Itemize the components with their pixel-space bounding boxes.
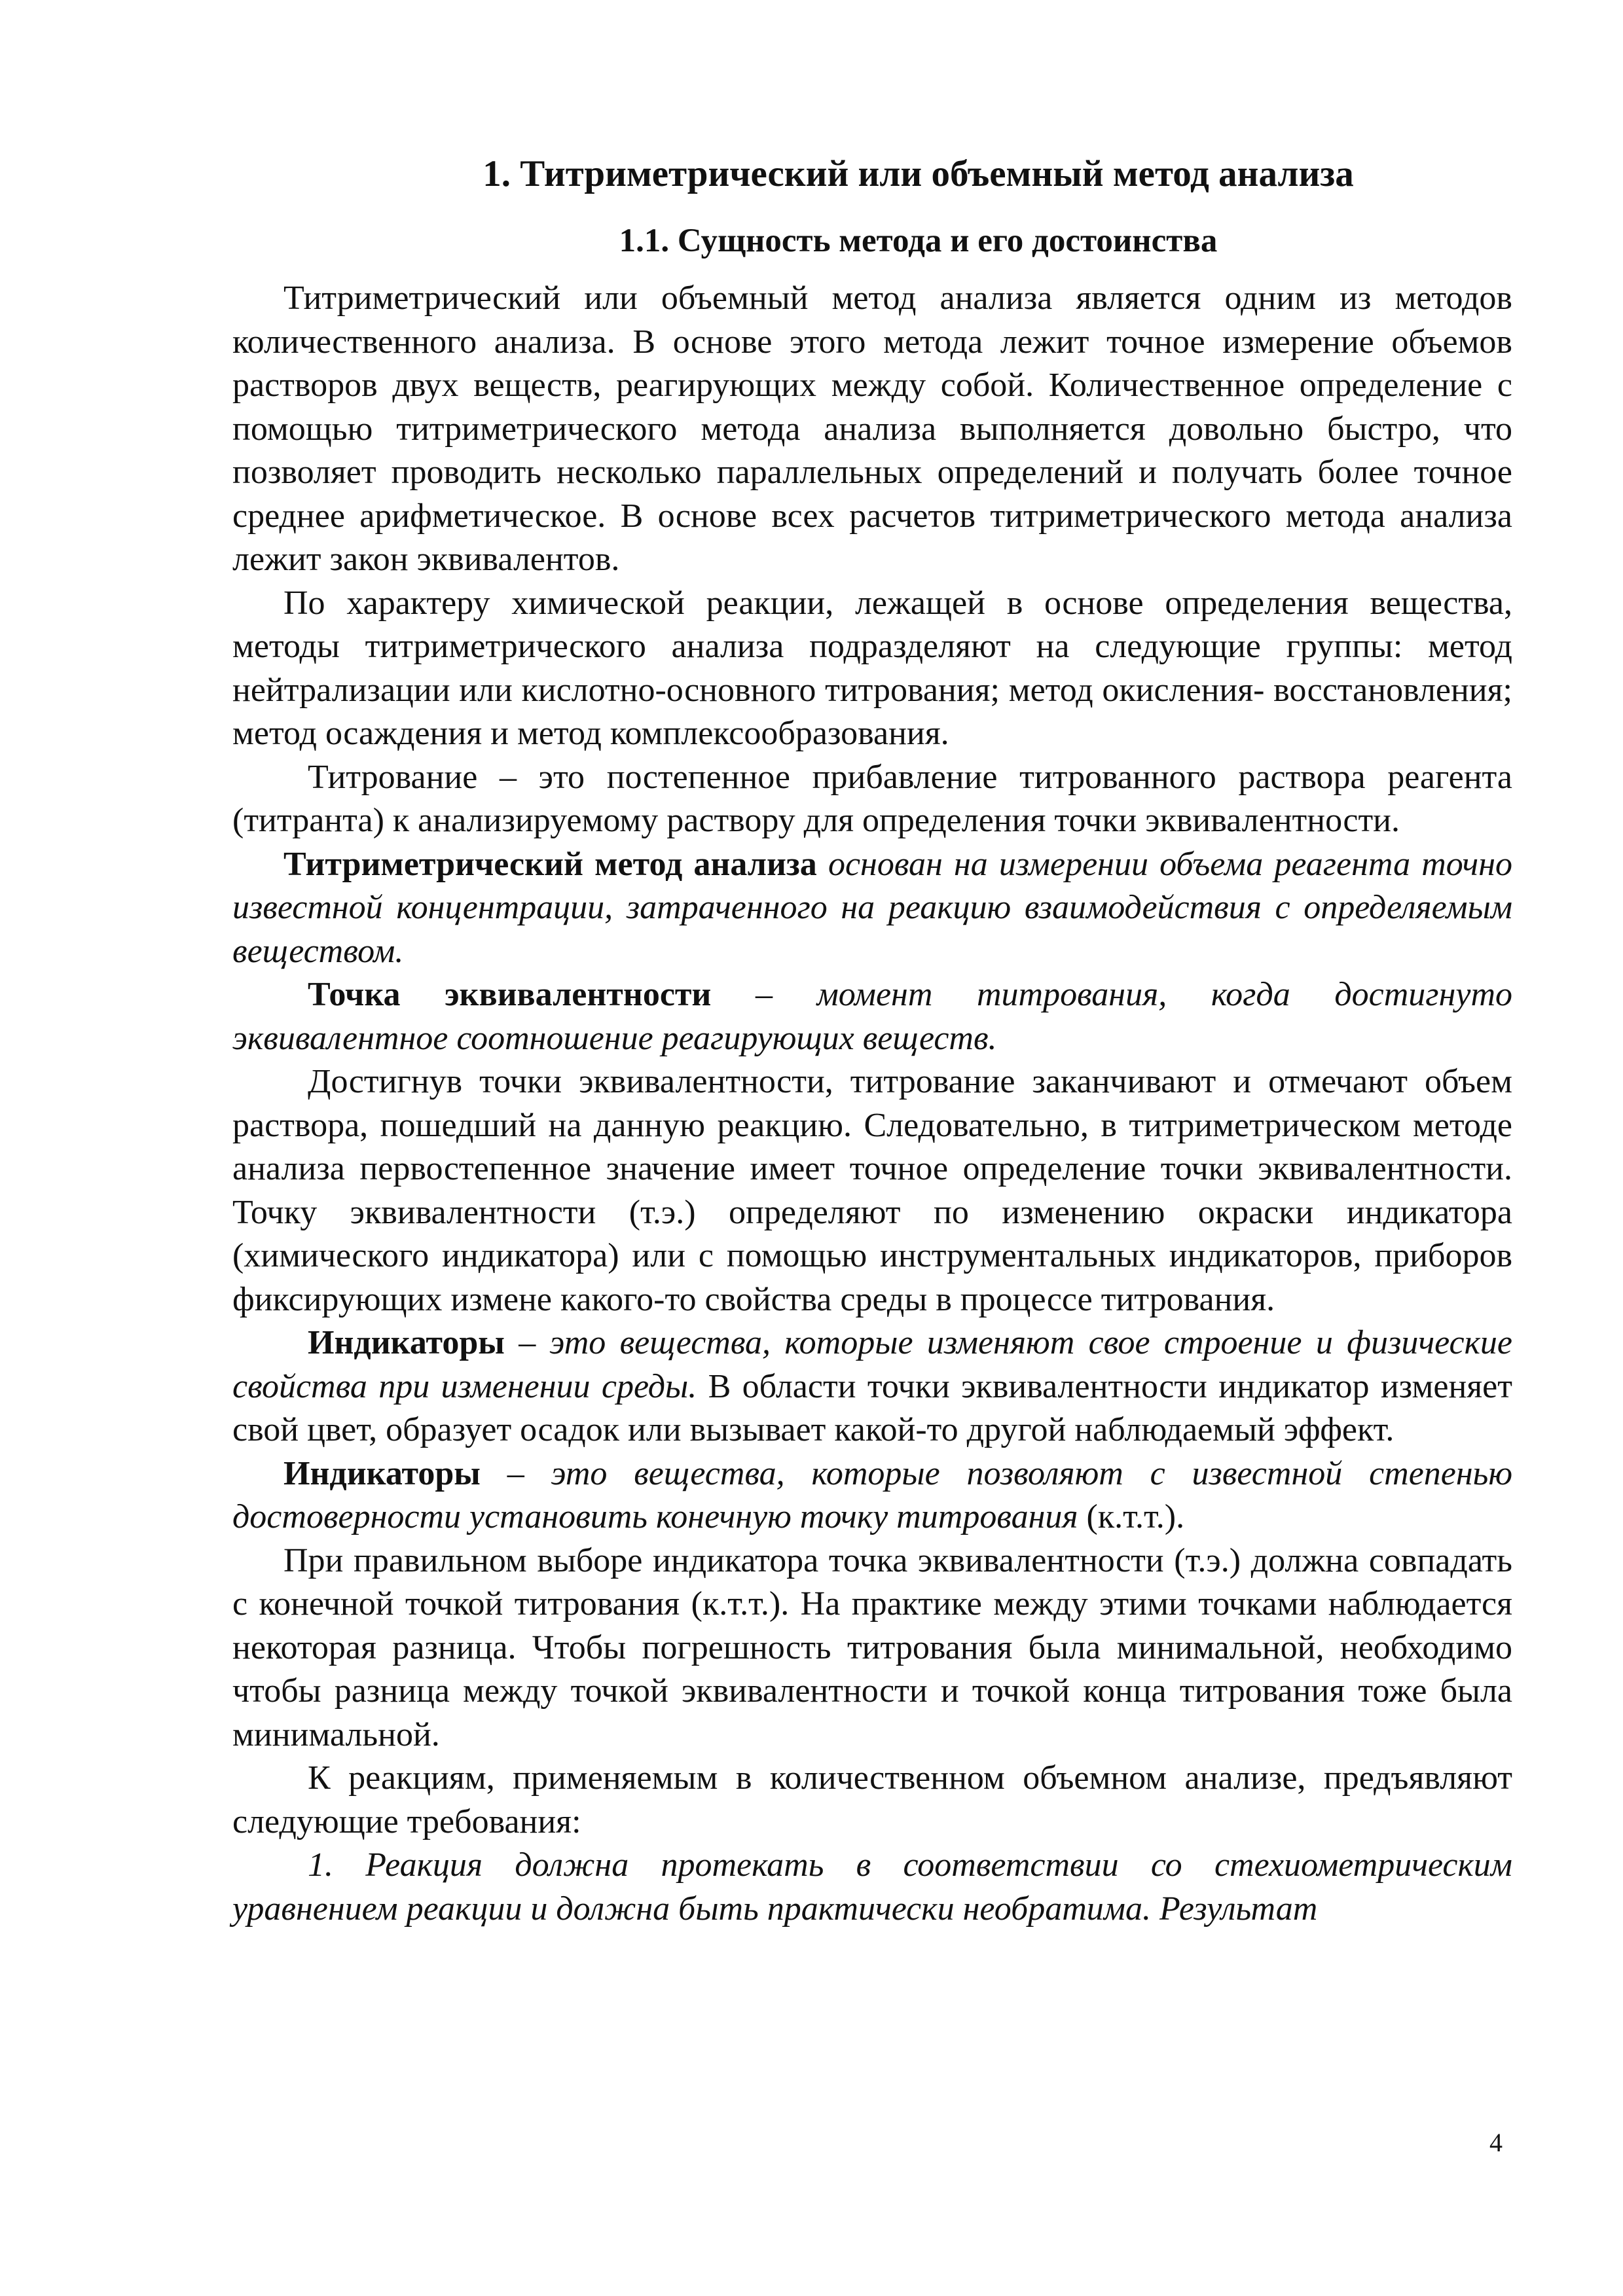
paragraph-indicators-2: [232, 1452, 1512, 1539]
requirement-item-1: 1. Реакция должна протекать в соответствии со стехиометрическим уравнением реакции и должна быть практически необратима. Результат: [232, 1846, 1512, 1928]
dash: –: [480, 1454, 551, 1492]
paragraph-method-intro: Титриметрический или объемный метод анализа является одним из методов количественного анализа. В основе этого метода лежит точное измерение объемов растворов двух веществ, реагирующих между собой. Количественное определение с помощью титриметрического метода анализа выполняется довольно быстро, что позволяет проводить несколько параллельных определений и получать более точное среднее арифметическое. В основе всех расчетов титриметрического метода анализа лежит закон эквивалентов.: [232, 279, 1512, 578]
term-equivalence-point: Точка эквивалентности: [308, 976, 712, 1013]
term-indicators: Индикаторы: [283, 1454, 481, 1492]
definition-equivalence-point: момент титрования, когда достигнуто эквивалентное соотношение реагирующих веществ.: [232, 976, 1512, 1057]
chapter-title: 1. Титриметрический или объемный метод анализа: [483, 153, 1354, 194]
paragraph-reaction-requirements: К реакциям, применяемым в количественном объемном анализе, предъявляют следующие требования:: [232, 1759, 1512, 1840]
page-number: 4: [1489, 2128, 1503, 2157]
section-subtitle: 1.1. Сущность метода и его достоинства: [619, 223, 1218, 260]
paragraph-method-groups: По характеру химической реакции, лежащей в основе определения вещества, методы титриметрического анализа подразделяют на следующие группы: метод нейтрализации или кислотно-основного титрования; метод окисления- восстановления; метод осаждения и метод комплексообразования.: [232, 584, 1512, 752]
paragraph-indicator-choice: При правильном выборе индикатора точка эквивалентности (т.э.) должна совпадать с конечной точкой титрования (к.т.т.). На практике между этими точками наблюдается некоторая разница. Чтобы погрешность титрования была минимальной, необходимо чтобы разница между точкой эквивалентности и точкой конца титрования тоже была минимальной.: [232, 1541, 1512, 1753]
paragraph-equivalence-determination: Достигнув точки эквивалентности, титрование заканчивают и отмечают объем раствора, пошедший на данную реакцию. Следовательно, в титриметрическом методе анализа первостепенное значение имеет точное определение точки эквивалентности. Точку эквивалентности (т.э.) определяют по изменению окраски индикатора (химического индикатора) или с помощью инструментальных индикаторов, приборов фиксирующих измене какого-то свойства среды в процессе титрования.: [232, 1063, 1512, 1318]
definition-indicators: это вещества, которые позволяют с известной степенью достоверности установить конечную точку титрования: [232, 1454, 1512, 1535]
paragraph-text: В области точки эквивалентности индикатор изменяет свой цвет, образует осадок или вызывает какой-то другой наблюдаемый эффект.: [232, 1367, 1512, 1448]
paragraph-titrimetric-definition: [232, 843, 1512, 974]
paragraph-text: (к.т.т.).: [1078, 1498, 1185, 1535]
dash: –: [504, 1324, 550, 1361]
paragraph-equivalence-point: [232, 973, 1512, 1060]
definition-titrimetric-method: основан на измерении объема реагента точно известной концентрации, затраченного на реакцию взаимодействия с определяемым веществом.: [232, 845, 1513, 970]
term-titrimetric-method: Титриметрический метод анализа: [283, 845, 817, 883]
paragraph-titration-definition: Титрование – это постепенное прибавление титрованного раствора реагента (титранта) к анализируемому раствору для определения точки эквивалентности.: [232, 758, 1512, 839]
term-indicators: Индикаторы: [308, 1324, 505, 1361]
definition-indicators: это вещества, которые изменяют свое строение и физические свойства при изменении среды.: [232, 1324, 1513, 1405]
paragraph-indicators-1: [232, 1321, 1512, 1452]
document-page: [232, 151, 1512, 1931]
dash: –: [711, 976, 817, 1013]
